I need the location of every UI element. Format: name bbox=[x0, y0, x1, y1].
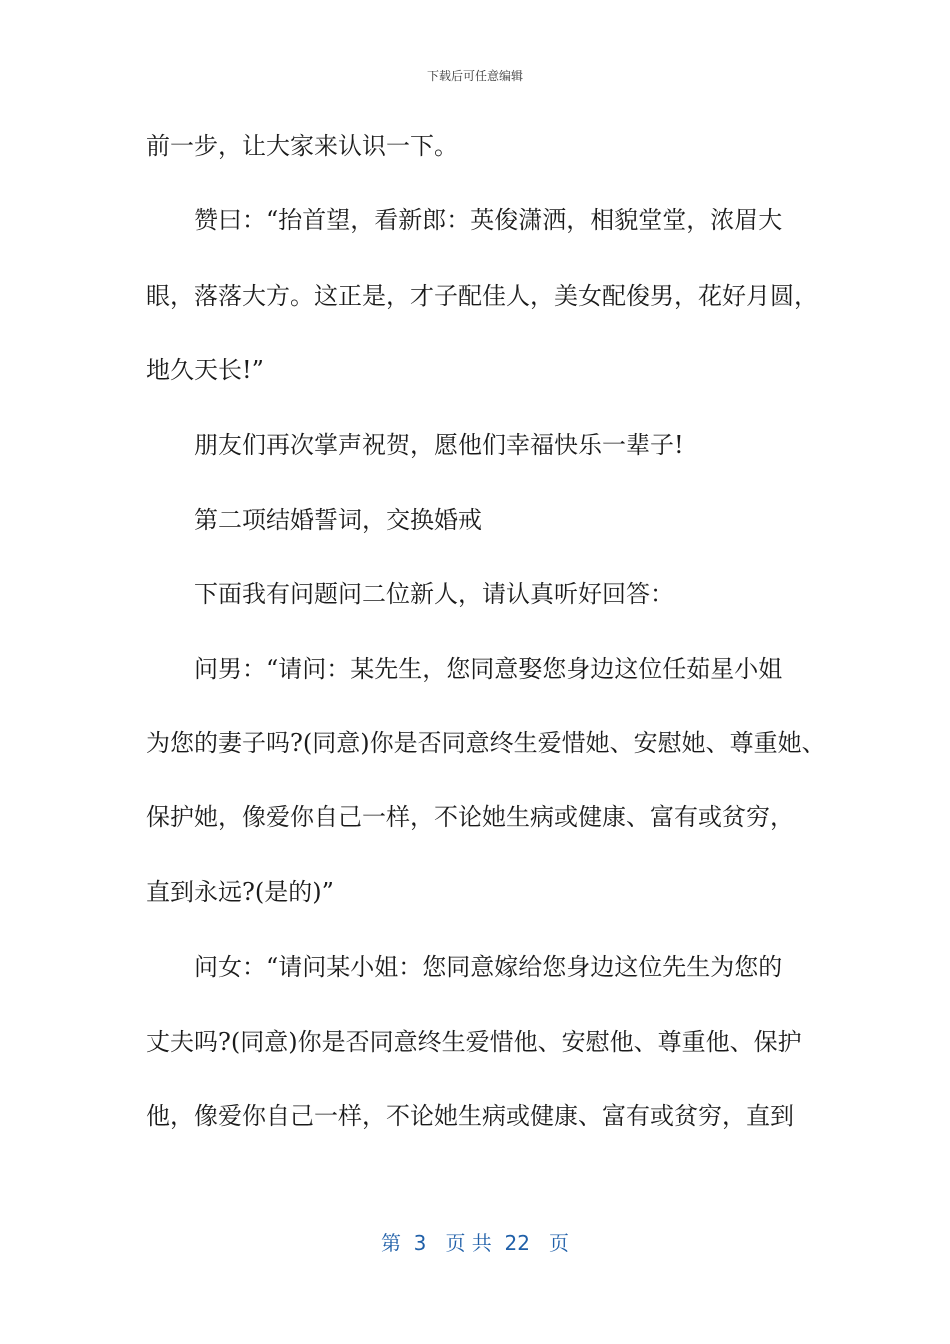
paragraph-line: 保护她，像爱你自己一样，不论她生病或健康、富有或贫穷， bbox=[146, 803, 794, 831]
paragraph-line: 直到永远?(是的)” bbox=[146, 878, 334, 906]
paragraph-line: 朋友们再次掌声祝贺，愿他们幸福快乐一辈子! bbox=[194, 431, 684, 459]
paragraph-line: 为您的妻子吗?(同意)你是否同意终生爱惜她、安慰她、尊重她、 bbox=[146, 729, 826, 757]
page-header: 下载后可任意编辑 bbox=[426, 69, 523, 83]
paragraph-line: 前一步，让大家来认识一下。 bbox=[146, 132, 458, 160]
paragraph-line: 问男：“请问：某先生，您同意娶您身边这位任茹星小姐 bbox=[194, 655, 783, 683]
paragraph-line: 丈夫吗?(同意)你是否同意终生爱惜他、安慰他、尊重他、保护 bbox=[146, 1028, 802, 1056]
paragraph-line: 他，像爱你自己一样，不论她生病或健康、富有或贫穷，直到 bbox=[146, 1102, 794, 1130]
paragraph-line: 下面我有问题问二位新人，请认真听好回答： bbox=[194, 580, 674, 608]
paragraph-line: 眼，落落大方。这正是，才子配佳人，美女配俊男，花好月圆， bbox=[146, 282, 818, 310]
paragraph-line: 赞曰：“抬首望，看新郎：英俊潇洒，相貌堂堂，浓眉大 bbox=[194, 206, 783, 234]
paragraph-line: 第二项结婚誓词，交换婚戒 bbox=[194, 506, 482, 534]
paragraph-line: 问女：“请问某小姐：您同意嫁给您身边这位先生为您的 bbox=[194, 953, 783, 981]
paragraph-line: 地久天长!” bbox=[146, 356, 264, 384]
page-number-footer: 第 3 页 共 22 页 bbox=[380, 1231, 570, 1255]
